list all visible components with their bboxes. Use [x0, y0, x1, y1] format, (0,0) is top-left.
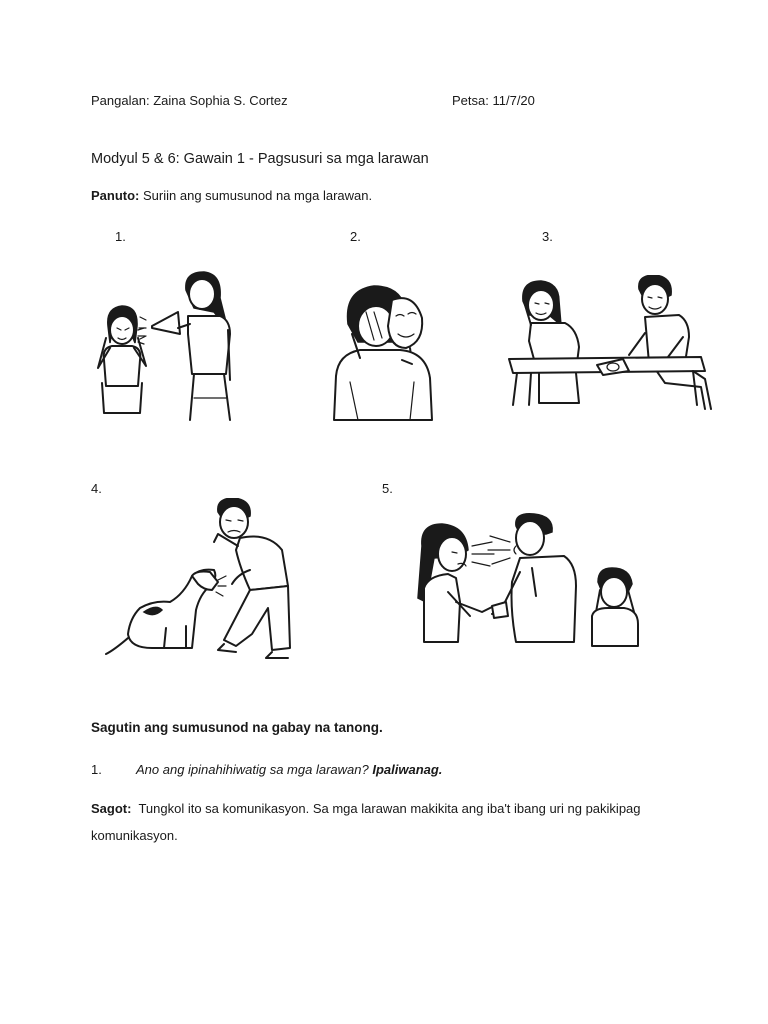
answer-label: Sagot: — [91, 801, 132, 816]
name-line — [91, 93, 288, 108]
answer-text-1: Tungkol ito sa komunikasyon. Sa mga larawan makikita ang iba't ibang uri ng pakikipag — [138, 801, 641, 816]
picture-number-1: 1. — [115, 229, 126, 244]
instruction-label: Panuto: — [91, 188, 140, 203]
picture-number-4: 4. — [91, 481, 102, 496]
question-1-text: Ano ang ipinahihiwatig sa mga larawan? — [136, 762, 369, 777]
picture-number-3: 3. — [542, 229, 553, 244]
instruction-text: Suriin ang sumusunod na mga larawan. — [143, 188, 373, 203]
date-label: Petsa: — [452, 93, 489, 108]
picture-number-2: 2. — [350, 229, 361, 244]
question-1-emphasis: Ipaliwanag. — [372, 762, 443, 777]
illustration-argument — [412, 512, 644, 652]
instruction — [91, 188, 372, 203]
illustration-shouting-megaphone — [90, 268, 240, 423]
name-value: Zaina Sophia S. Cortez — [153, 93, 288, 108]
illustration-mask — [330, 282, 435, 422]
date-value: 11/7/20 — [492, 93, 535, 108]
question-1-number: 1. — [91, 762, 102, 777]
answer-text-2: komunikasyon. — [91, 828, 178, 843]
answer-line-1 — [91, 801, 641, 816]
illustration-table — [505, 275, 715, 415]
questions-heading: Sagutin ang sumusunod na gabay na tanong. — [91, 720, 383, 735]
illustration-dog — [100, 498, 300, 660]
date-line — [452, 93, 535, 108]
name-label: Pangalan: — [91, 93, 150, 108]
picture-number-5: 5. — [382, 481, 393, 496]
module-title: Modyul 5 & 6: Gawain 1 - Pagsusuri sa mga larawan — [91, 151, 429, 167]
question-1 — [136, 762, 442, 777]
